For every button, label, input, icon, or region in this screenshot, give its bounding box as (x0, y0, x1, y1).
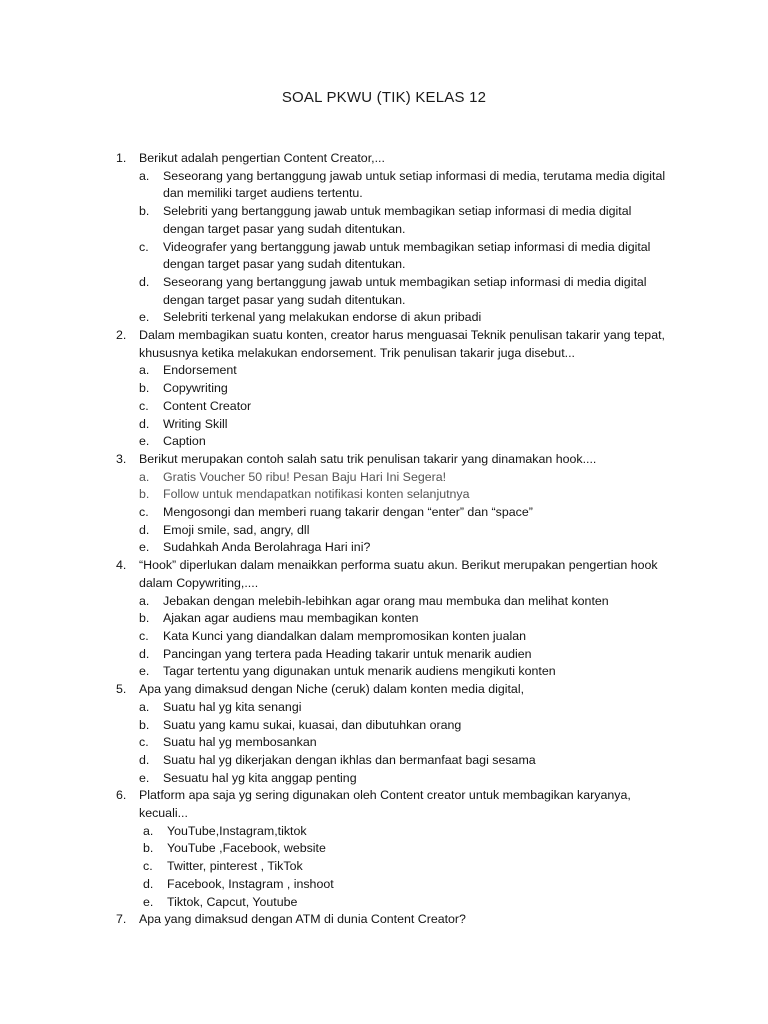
document-title: SOAL PKWU (TIK) KELAS 12 (281, 89, 487, 106)
option-e (139, 539, 672, 557)
question-6 (0, 787, 768, 911)
question-2 (0, 327, 768, 451)
option-a (139, 699, 672, 717)
option-letter: a. (139, 699, 150, 714)
option-letter: c. (139, 505, 149, 520)
option-text: Mengosongi dan memberi ruang takarir dengan “enter” dan “space” (163, 505, 533, 520)
option-letter: d. (143, 876, 154, 891)
option-c (139, 504, 672, 522)
option-letter: d. (139, 646, 150, 661)
option-c (139, 398, 672, 416)
option-text: Facebook, Instagram , inshoot (167, 876, 334, 891)
option-letter: d. (139, 274, 150, 289)
option-text: Follow untuk mendapatkan notifikasi konten selanjutnya (163, 487, 470, 502)
option-list (139, 362, 672, 451)
option-text: Selebriti yang bertanggung jawab untuk membagikan setiap informasi di media digital dengan target pasar yang sudah ditentukan. (163, 204, 632, 236)
option-c (139, 239, 672, 274)
option-a (139, 168, 672, 203)
option-text: YouTube ,Facebook, website (167, 841, 326, 856)
option-list (139, 593, 672, 682)
option-e (139, 433, 672, 451)
question-number: 3. (116, 451, 127, 466)
option-e (139, 770, 672, 788)
option-letter: b. (139, 717, 150, 732)
option-text: Copywriting (163, 381, 228, 396)
option-letter: c. (139, 735, 149, 750)
question-list (0, 150, 768, 929)
option-text: Suatu yang kamu sukai, kuasai, dan dibutuhkan orang (163, 717, 462, 732)
question-text: Dalam membagikan suatu konten, creator harus menguasai Teknik penulisan takarir yang tepat, khususnya ketika melakukan endorsement. Trik penulisan takarir juga disebut... (139, 328, 665, 360)
option-text: Endorsement (163, 363, 237, 378)
option-text: Ajakan agar audiens mau membagikan konten (163, 611, 419, 626)
question-number: 5. (116, 682, 127, 697)
option-text: Content Creator (163, 398, 252, 413)
question-5 (0, 681, 768, 787)
option-text: Pancingan yang tertera pada Heading takarir untuk menarik audien (163, 646, 532, 661)
option-letter: b. (139, 204, 150, 219)
option-text: Suatu hal yg membosankan (163, 735, 317, 750)
option-d (139, 876, 672, 894)
option-letter: e. (139, 310, 150, 325)
option-text: Tagar tertentu yang digunakan untuk menarik audiens mengikuti konten (163, 664, 556, 679)
option-a (139, 469, 672, 487)
option-text: Sesuatu hal yg kita anggap penting (163, 770, 357, 785)
question-3 (0, 451, 768, 557)
question-text: Berikut adalah pengertian Content Creator,... (139, 151, 385, 165)
question-number: 4. (116, 558, 127, 573)
option-letter: a. (143, 823, 154, 838)
option-b (139, 486, 672, 504)
question-text: Apa yang dimaksud dengan Niche (ceruk) dalam konten media digital, (139, 682, 525, 697)
option-list (139, 168, 672, 327)
option-letter: e. (139, 540, 150, 555)
option-d (139, 752, 672, 770)
option-letter: c. (139, 398, 149, 413)
option-text: Suatu hal yg dikerjakan dengan ikhlas dan bermanfaat bagi sesama (163, 752, 536, 767)
option-text: Caption (163, 434, 206, 449)
option-letter: d. (139, 416, 150, 431)
option-letter: c. (143, 859, 153, 874)
option-text: Emoji smile, sad, angry, dll (163, 522, 310, 537)
option-letter: b. (143, 841, 154, 856)
option-text: Sudahkah Anda Berolahraga Hari ini? (163, 540, 371, 555)
option-b (139, 203, 672, 238)
option-a (139, 362, 672, 380)
option-text: Videografer yang bertanggung jawab untuk membagikan setiap informasi di media digital dengan target pasar yang sudah ditentukan. (163, 239, 651, 272)
option-list (139, 699, 672, 788)
question-text: “Hook” diperlukan dalam menaikkan performa suatu akun. Berikut merupakan pengertian hook dalam Copywriting,.... (139, 558, 658, 590)
option-b (139, 717, 672, 735)
option-letter: e. (143, 894, 154, 909)
option-a (139, 823, 672, 841)
option-letter: e. (139, 434, 150, 449)
option-text: Twitter, pinterest , TikTok (167, 859, 303, 874)
option-d (139, 274, 672, 309)
option-text: YouTube,Instagram,tiktok (167, 823, 307, 838)
option-d (139, 646, 672, 664)
option-d (139, 522, 672, 540)
option-letter: a. (139, 469, 150, 484)
option-text: Writing Skill (163, 416, 228, 431)
option-text: Seseorang yang bertanggung jawab untuk membagikan setiap informasi di media digital dengan target pasar yang sudah ditentukan. (163, 274, 647, 307)
question-text: Platform apa saja yg sering digunakan oleh Content creator untuk membagikan karyanya, kecuali... (139, 788, 631, 821)
option-letter: a. (139, 168, 150, 183)
option-e (139, 309, 672, 327)
option-text: Selebriti terkenal yang melakukan endorse di akun pribadi (163, 310, 482, 325)
option-list (139, 823, 672, 912)
option-text: Jebakan dengan melebih-lebihkan agar orang mau membuka dan melihat konten (163, 593, 609, 608)
option-letter: d. (139, 522, 150, 537)
option-letter: b. (139, 611, 150, 626)
option-b (139, 840, 672, 858)
question-number: 1. (116, 151, 127, 165)
option-letter: b. (139, 381, 150, 396)
option-text: Seseorang yang bertanggung jawab untuk setiap informasi di media, terutama media digital dan memiliki target audiens tertentu. (163, 168, 666, 201)
option-a (139, 593, 672, 611)
question-number: 6. (116, 788, 127, 803)
option-text: Tiktok, Capcut, Youtube (167, 894, 298, 909)
option-letter: e. (139, 770, 150, 785)
option-e (139, 663, 672, 681)
option-c (139, 628, 672, 646)
option-letter: d. (139, 752, 150, 767)
option-text: Kata Kunci yang diandalkan dalam mempromosikan konten jualan (163, 628, 526, 643)
option-letter: e. (139, 664, 150, 679)
option-letter: c. (139, 628, 149, 643)
option-list (139, 469, 672, 558)
option-b (139, 610, 672, 628)
question-4 (0, 557, 768, 681)
option-d (139, 416, 672, 434)
option-text: Gratis Voucher 50 ribu! Pesan Baju Hari Ini Segera! (163, 469, 447, 484)
option-c (139, 734, 672, 752)
question-1 (0, 150, 768, 327)
question-text: Berikut merupakan contoh salah satu trik penulisan takarir yang dinamakan hook.... (139, 451, 597, 466)
option-text: Suatu hal yg kita senangi (163, 699, 302, 714)
option-letter: a. (139, 363, 150, 378)
question-number: 2. (116, 328, 127, 343)
option-letter: c. (139, 239, 149, 254)
option-letter: b. (139, 487, 150, 502)
option-c (139, 858, 672, 876)
option-e (139, 894, 672, 912)
option-letter: a. (139, 593, 150, 608)
question-number: 7. (116, 912, 127, 927)
question-7 (0, 911, 768, 929)
question-text: Apa yang dimaksud dengan ATM di dunia Content Creator? (139, 912, 466, 927)
option-b (139, 380, 672, 398)
